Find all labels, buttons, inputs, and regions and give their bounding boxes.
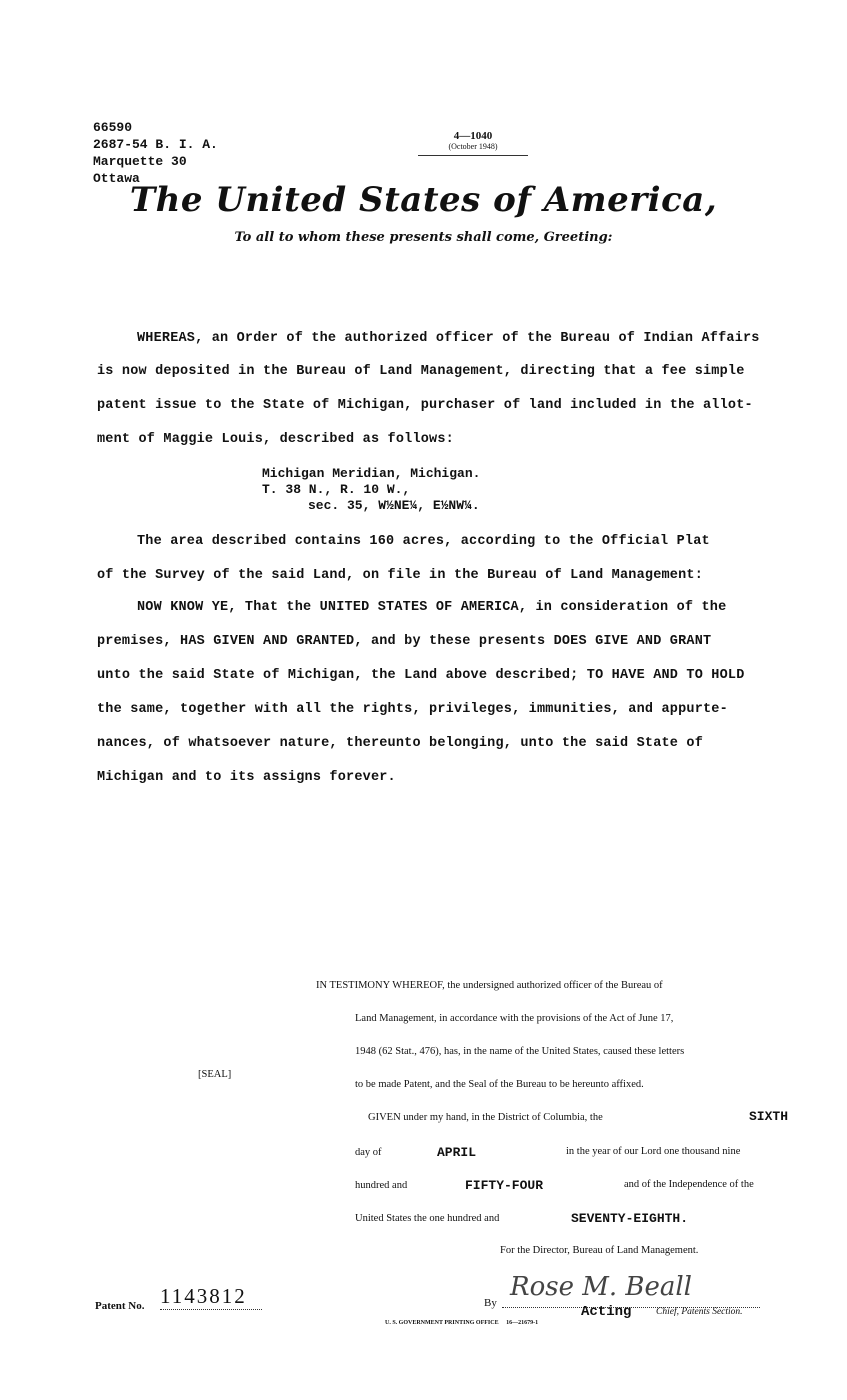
testimony-line: IN TESTIMONY WHEREOF, the undersigned authorized officer of the Bureau of: [316, 980, 663, 991]
ref-line: Marquette 30: [93, 154, 187, 169]
legal-description: [262, 466, 480, 514]
greeting: To all to whom these presents shall come, Greeting:: [234, 230, 613, 245]
testimony-line: 1948 (62 Stat., 476), has, in the name of the United States, caused these letters: [355, 1046, 685, 1057]
whereas-line: patent issue to the State of Michigan, purchaser of land included in the allot-: [97, 398, 753, 413]
signer-title: Chief, Patents Section.: [656, 1307, 743, 1317]
document-title: The United States of America,: [129, 180, 718, 220]
ref-line: 66590: [93, 120, 133, 135]
legal-line-township: T. 38 N., R. 10 W.,: [262, 482, 411, 497]
for-director-line: For the Director, Bureau of Land Management.: [500, 1245, 699, 1256]
form-number: 4—1040: [453, 130, 493, 142]
month-value: APRIL: [437, 1145, 477, 1160]
testimony-line: to be made Patent, and the Seal of the Bureau to be hereunto affixed.: [355, 1079, 644, 1090]
by-label: By: [484, 1297, 497, 1309]
reference-block: [93, 119, 218, 187]
grant-line: Michigan and to its assigns forever.: [97, 770, 396, 785]
grant-line: nances, of whatsoever nature, thereunto belonging, unto the said State of: [97, 736, 703, 751]
whereas-line: ment of Maggie Louis, described as follows:: [97, 432, 454, 447]
form-number-block: [418, 130, 528, 156]
grant-line: premises, HAS GIVEN AND GRANTED, and by these presents DOES GIVE AND GRANT: [97, 634, 712, 649]
given-text: GIVEN under my hand, in the District of Columbia, the: [368, 1112, 603, 1123]
day-value: SIXTH: [749, 1109, 789, 1124]
grant-line: unto the said State of Michigan, the Land above described; TO HAVE AND TO HOLD: [97, 668, 745, 683]
acting-stamp: Acting: [581, 1304, 632, 1320]
whereas-line: WHEREAS, an Order of the authorized officer of the Bureau of Indian Affairs: [137, 331, 760, 346]
printing-office-imprint: U. S. GOVERNMENT PRINTING OFFICE 16—21679-1: [385, 1320, 539, 1326]
hundred-and-label: hundred and: [355, 1180, 408, 1191]
legal-line-section: sec. 35, W½NE¼, E½NW¼.: [308, 498, 480, 513]
signature-handwritten: Rose M. Beall: [510, 1272, 692, 1302]
whereas-line: is now deposited in the Bureau of Land Management, directing that a fee simple: [97, 364, 745, 379]
ref-line: Ottawa: [93, 171, 140, 186]
independence-text: and of the Independence of the: [624, 1179, 754, 1190]
grant-line: the same, together with all the rights, privileges, immunities, and appurte-: [97, 702, 728, 717]
ref-line: 2687-54 B. I. A.: [93, 137, 218, 152]
area-line: The area described contains 160 acres, according to the Official Plat: [137, 534, 710, 549]
form-date: (October 1948): [418, 142, 528, 156]
united-states-text: United States the one hundred and: [355, 1213, 500, 1224]
day-of-label: day of: [355, 1147, 382, 1158]
patent-number: 1143812: [160, 1284, 262, 1310]
year-text: in the year of our Lord one thousand nine: [566, 1146, 741, 1157]
seal-label: [SEAL]: [198, 1069, 232, 1080]
patent-number-label: Patent No.: [95, 1300, 145, 1312]
grant-line: NOW KNOW YE, That the UNITED STATES OF AMERICA, in consideration of the: [137, 600, 727, 615]
testimony-line: Land Management, in accordance with the provisions of the Act of June 17,: [355, 1013, 674, 1024]
area-line: of the Survey of the said Land, on file in the Bureau of Land Management:: [97, 568, 703, 583]
legal-line-meridian: Michigan Meridian, Michigan.: [262, 466, 481, 481]
year-value: FIFTY-FOUR: [465, 1178, 544, 1193]
independence-value: SEVENTY-EIGHTH.: [571, 1211, 689, 1226]
